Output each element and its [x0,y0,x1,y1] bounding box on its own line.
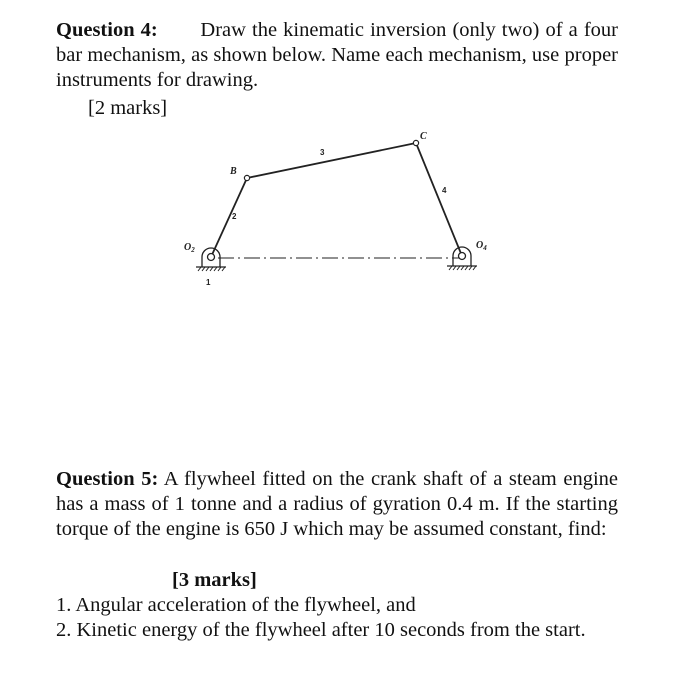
question-5-marks: [3 marks] [172,569,257,591]
label-o2-letter: O [184,242,192,253]
question-4-body: Draw the kinematic inversion (only two) of a four bar mechanism, as shown below. Name each mechanism, use proper instruments for drawing. [56,19,618,91]
label-c: C [420,131,427,142]
question-5-item-2: 2. Kinetic energy of the flywheel after 10 seconds from the start. [56,619,586,641]
question-5-body: A flywheel fitted on the crank shaft of a steam engine has a mass of 1 tonne and a radius of gyration 0.4 m. If the starting torque of the engine is 650 J which may be assumed constant, find: [56,468,618,540]
question-4-marks: [2 marks] [88,97,168,119]
link-4-rocker [416,143,462,256]
label-link-1: 1 [206,278,211,287]
pivot-support-o4 [447,247,477,270]
label-o4 [476,240,487,252]
joint-b [244,175,249,180]
question-5-label: Question 5: [56,468,159,490]
question-5-items [56,593,618,643]
joint-c [413,140,418,145]
question-4-label: Question 4: [56,19,158,41]
label-link-3: 3 [320,148,325,157]
label-o4-sub: 4 [483,244,487,252]
label-link-4: 4 [442,186,447,195]
label-b: B [230,166,237,177]
question-5-item-1: 1. Angular acceleration of the flywheel, and [56,594,416,616]
pivot-support-o2 [196,248,226,271]
label-o2 [184,242,195,254]
question-4-text [56,18,618,93]
link-2-crank [211,178,247,257]
four-bar-mechanism-figure [170,125,510,300]
label-o4-letter: O [476,240,484,251]
question-5-text [56,467,618,542]
label-link-2: 2 [232,212,237,221]
link-3-coupler [247,143,416,178]
label-o2-sub: 2 [191,246,195,254]
